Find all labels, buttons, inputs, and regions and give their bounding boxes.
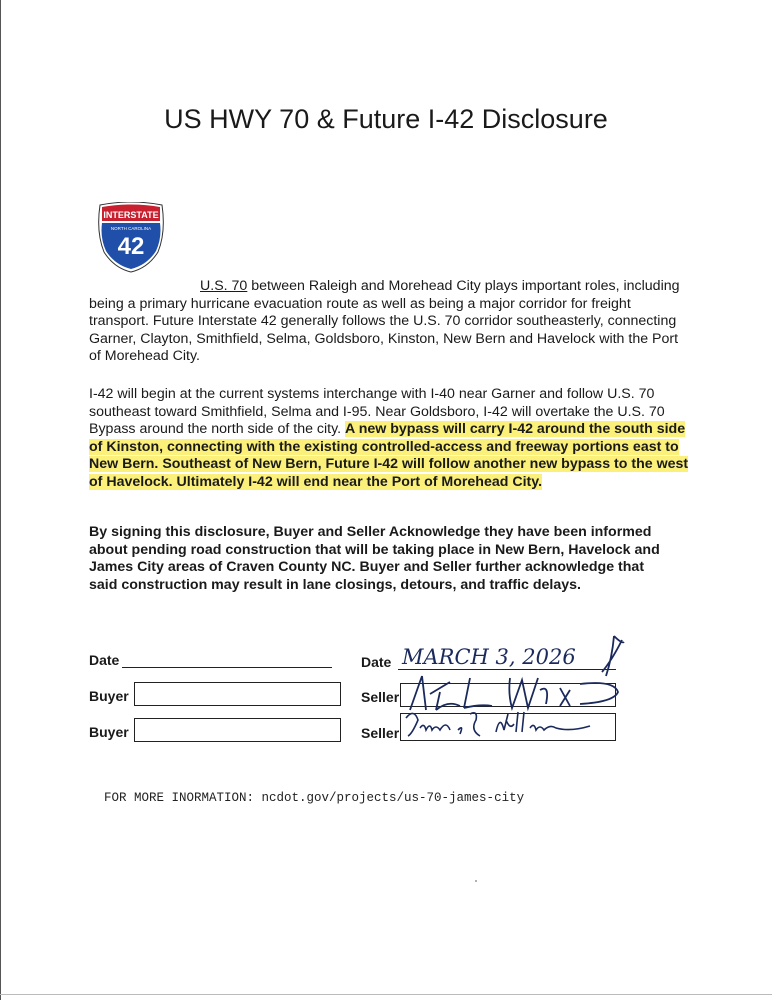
date-value-text: MARCH 3, 2026: [402, 645, 576, 669]
page-edge: [0, 0, 1, 1000]
bottom-rule: [0, 994, 772, 995]
paragraph2-highlight: A new bypass will carry I-42 around the south side of Kinston, connecting with the existing controlled-access and freeway portions east to New Bern. Southeast of New Bern, Future I-42 will follow another new bypass to the west of Havelock. Ultimately I-42 will end near the Port of Morehead City.: [89, 421, 689, 490]
shield-state: NORTH CAROLINA: [110, 226, 152, 231]
buyer1-signature-field[interactable]: [134, 682, 341, 706]
us70-link[interactable]: U.S. 70: [200, 278, 248, 295]
paragraph-i42: [89, 386, 689, 491]
interstate-42-shield-icon: [94, 202, 168, 274]
seller2-signature-image: [400, 706, 620, 744]
scan-speck: [475, 880, 477, 882]
acknowledgement-paragraph: By signing this disclosure, Buyer and Seller Acknowledge they have been informed about pending road construction that will be taking place in New Bern, Havelock and James City areas of Craven County NC. Buyer and Seller further acknowledge that said construction may result in lane closings, detours, and traffic delays.: [89, 524, 660, 593]
paragraph-us70: [89, 278, 689, 366]
buyer-date-label: Date: [89, 652, 120, 668]
buyer2-signature-field[interactable]: [134, 718, 341, 742]
seller1-label: Seller: [361, 689, 400, 705]
footer-more-info: FOR MORE INORMATION: ncdot.gov/projects/us-70-james-city: [104, 791, 525, 805]
buyer1-label: Buyer: [89, 688, 129, 704]
buyer2-label: Buyer: [89, 724, 129, 740]
paragraph1-text: between Raleigh and Morehead City plays important roles, including being a primary hurricane evacuation route as well as being a major corridor for freight transport. Future Interstate 42 generally follows the U.S. 70 corridor southeasterly, connecting Garner, Clayton, Smithfield, Selma, Goldsboro, Kinston, New Bern and Havelock with the Port of Morehead City.: [89, 278, 680, 365]
shield-banner: INTERSTATE: [103, 210, 159, 220]
seller-date-label: Date: [361, 654, 392, 670]
seller2-label: Seller: [361, 725, 400, 741]
buyer-date-line[interactable]: [122, 667, 332, 668]
shield-number: 42: [117, 233, 145, 260]
paragraph2-text: I-42 will begin at the current systems interchange with I-40 near Garner and follow U.S. 70 southeast toward Smithfield, Selma and I-95. Near Goldsboro, I-42 will overtake the U.S. 70 Bypass around the north side of the city.: [89, 386, 665, 438]
page-title: US HWY 70 & Future I-42 Disclosure: [164, 104, 608, 135]
